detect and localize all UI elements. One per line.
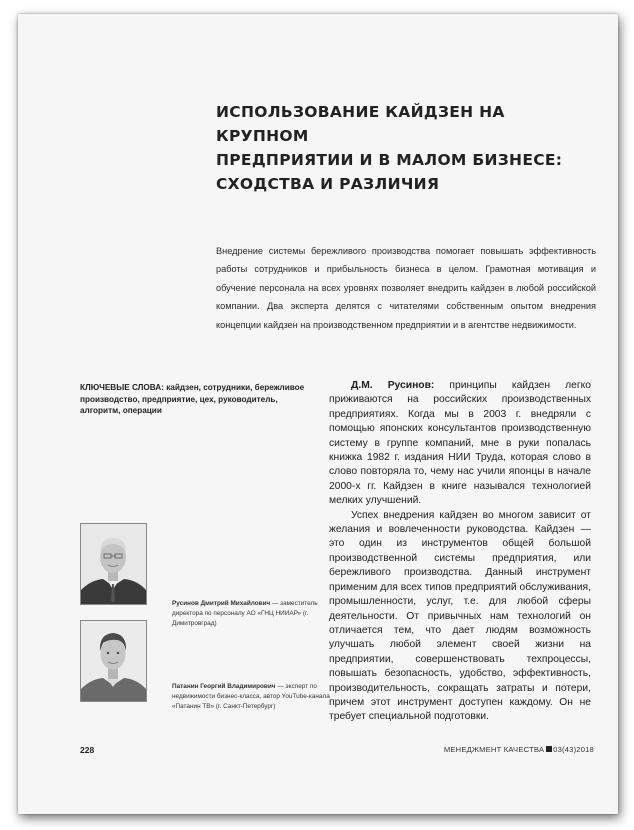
page-number: 228 <box>80 745 95 755</box>
article-body <box>329 379 591 725</box>
keywords-list: кайдзен, сотрудники, бережливое производство, предприятие, цех, руководитель, алгоритм, операции <box>80 383 305 416</box>
square-bullet-icon <box>546 746 552 752</box>
article-lead: Внедрение системы бережливого производства помогает повышать эффективность работы сотрудников и прибыльность бизнеса в целом. Грамотная мотивация и обучение персонала на всех уровнях позволяет внедрить кайдзен в любой российской компании. Два эксперта делятся с читателями собственным опытом внедрения концепции кайдзен на производственном предприятии и в агентстве недвижимости. <box>216 246 596 330</box>
author-photo-rusinov <box>80 523 147 605</box>
body-paragraph: Успех внедрения кайдзен во многом зависит от желания и вовлеченности руководства. Кайдзен — это один из инструментов общей большой производственной системы предприятия, или бережливого производства. Данный инструмент применим для всех типов предприятий обслуживания, промышленности, услуг, т.е. для любой сферы деятельности. От привычных нам технологий он отличается тем, что дает людям возможность улучшать любой элемент своей жизни на предприятии, совершенствовать техпроцессы, повышать безопасность, удобство, эффективность, производительность, сокращать затраты и потери, причем этот инструмент доступен каждому. Он не требует специальной подготовки. <box>329 509 591 723</box>
author-name: Русинов Дмитрий Михайлович <box>172 600 271 607</box>
keywords <box>80 382 310 417</box>
author-description: — эксперт по недвижимости бизнес-класса, автор YouTube-канала «Патанин ТВ» (г. Санкт-Петербург) <box>172 683 330 711</box>
author-name: Патанин Георгий Владимирович <box>172 683 276 690</box>
paragraph-text: принципы кайдзен легко приживаются на российских производственных предприятиях. Когда мы в 2003 г. внедряли с помощью японских консультантов производственную систему в группе компаний, мне в руки попалась книжка 1982 г. издания НИИ Труда, которая слово в слово повторяла то, чему нас учили японцы в начале 2000-х гг. Кайдзен в книге назывался технологией мелких улучшений. <box>329 380 591 507</box>
author-caption-rusinov <box>172 599 337 630</box>
issue-number: 03(43)2018 <box>553 745 594 754</box>
title-line: ИСПОЛЬЗОВАНИЕ КАЙДЗЕН НА КРУПНОМ <box>216 103 505 145</box>
keywords-label: КЛЮЧЕВЫЕ СЛОВА: <box>80 383 164 392</box>
title-line: СХОДСТВА И РАЗЛИЧИЯ <box>216 175 440 193</box>
journal-name: МЕНЕДЖМЕНТ КАЧЕСТВА <box>443 745 545 754</box>
author-caption-patanin <box>172 682 337 713</box>
speaker-name: Д.М. Русинов: <box>351 380 435 391</box>
article-title <box>216 100 596 196</box>
running-footer <box>444 745 594 754</box>
journal-page <box>18 14 618 814</box>
author-photo-patanin <box>80 620 147 702</box>
body-paragraph <box>329 379 591 509</box>
author-description: — заместитель директора по персоналу АО «ГНЦ НИИАР» (г. Димитровград) <box>172 600 318 628</box>
title-line: ПРЕДПРИЯТИИ И В МАЛОМ БИЗНЕСЕ: <box>216 151 563 169</box>
